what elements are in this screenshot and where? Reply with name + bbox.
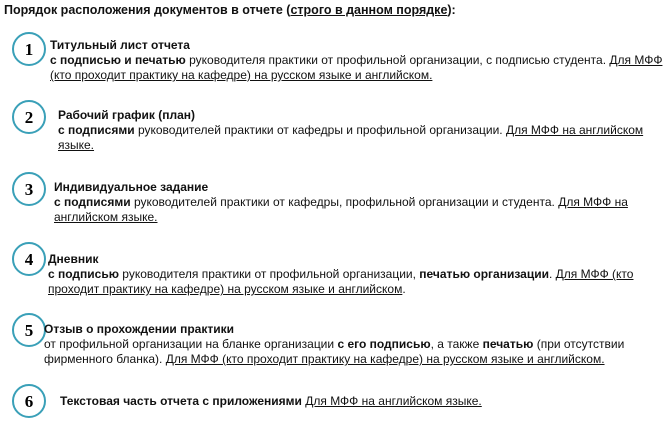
item-content-6 [60,394,660,409]
item-description-2 [58,123,658,153]
text: руководителей практики от кафедры, профильной организации и студента. [130,195,559,209]
item-description-3 [54,195,630,225]
text: руководителя практики от профильной организации, с подписью студента. [185,53,610,67]
emphasis: с подписью [48,267,119,281]
item-description-5 [44,337,664,367]
emphasis-2: печатью [482,337,534,351]
text-2: . [548,267,556,281]
emphasis: с подписями [54,195,131,209]
item-content-1 [50,38,664,83]
emphasis: с его подписью [337,337,431,351]
item-title-1: Титульный лист отчета [50,38,190,52]
mff-note-4: Для МФФ (кто проходит практику на кафедре) на русском языке и английском [48,267,634,296]
text: руководителя практики от профильной организации, [118,267,420,281]
item-content-5 [44,322,664,367]
item-content-4 [48,252,664,297]
text: руководителей практики от кафедры и профильной организации. [134,123,506,137]
emphasis: с подписью и печатью [50,53,186,67]
heading-emphasis-link: строго в данном порядке [290,3,448,17]
heading-tail: ): [447,3,456,17]
emphasis: с подписями [58,123,135,137]
number-badge-5: 5 [12,313,46,347]
number-badge-1: 1 [12,32,46,66]
mff-note-2: Для МФФ на английском языке. [58,123,644,152]
emphasis-2: печатью организации [419,267,549,281]
text-2: (при отсутствии фирменного бланка). [44,337,625,366]
mff-note-6: Для МФФ на английском языке. [305,394,482,408]
mff-note-1: Для МФФ (кто проходит практику на кафедре) на русском языке и английском. [50,53,663,82]
item-content-2 [58,108,658,153]
item-title-3: Индивидуальное задание [54,180,209,194]
item-content-3 [54,180,630,225]
number-badge-3: 3 [12,172,46,206]
number-badge-2: 2 [12,100,46,134]
mff-note-3: Для МФФ на английском языке. [54,195,628,224]
number-badge-4: 4 [12,242,46,276]
period: . [402,282,406,296]
number-badge-6: 6 [12,384,46,418]
page-heading [4,3,664,18]
heading-text: Порядок расположения документов в отчете ( [4,3,291,17]
item-title-5: Отзыв о прохождении практики [44,322,234,336]
text-0: от профильной организации на бланке организации [44,337,338,351]
item-description-6 [60,394,660,409]
item-title-2: Рабочий график (план) [58,108,196,122]
item-title-6: Текстовая часть отчета с приложениями [60,394,302,408]
item-description-4 [48,267,664,297]
item-description-1 [50,53,664,83]
mff-note-5: Для МФФ (кто проходит практику на кафедре) на русском языке и английском. [165,352,605,366]
item-title-4: Дневник [48,252,99,266]
text: , а также [430,337,483,351]
